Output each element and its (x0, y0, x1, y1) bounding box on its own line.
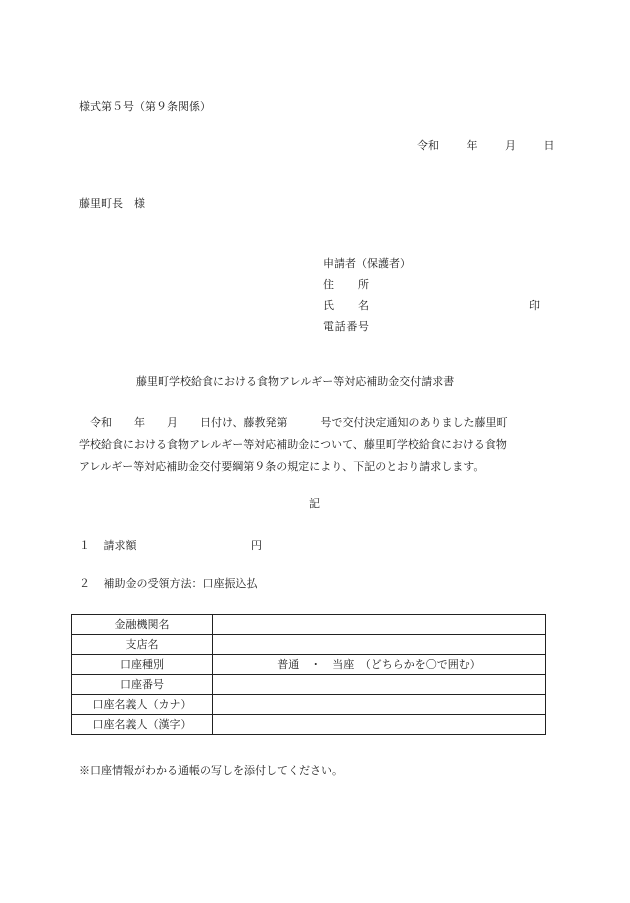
ki-heading: 記 (309, 497, 320, 510)
holder-kanji-label: 口座名義人（漢字） (72, 715, 213, 735)
form-number: 様式第５号（第９条関係） (79, 100, 211, 113)
body-paragraph (79, 412, 557, 478)
table-row (72, 675, 546, 695)
table-row (72, 655, 546, 675)
applicant-name-row (323, 295, 540, 316)
date-era: 令和 (417, 139, 439, 152)
name-label: 氏名 (323, 299, 369, 312)
account-type-label: 口座種別 (72, 655, 213, 675)
item-1-label: 請求額 (103, 539, 137, 552)
item-1 (79, 539, 262, 553)
item-2-number: ２ (79, 577, 90, 590)
attachment-note: ※口座情報がわかる通帳の写しを添付してください。 (79, 764, 343, 777)
date-line (417, 139, 555, 153)
item-2 (79, 577, 258, 591)
addressee: 藤里町長 様 (79, 197, 145, 210)
applicant-phone-row (323, 316, 540, 337)
table-row (72, 715, 546, 735)
applicant-heading: 申請者（保護者） (323, 257, 411, 270)
phone-label: 電話番号 (323, 320, 369, 333)
account-number-field[interactable] (213, 675, 546, 695)
applicant-block (323, 253, 540, 337)
holder-kanji-field[interactable] (213, 715, 546, 735)
applicant-address-row (323, 274, 540, 295)
account-number-label: 口座番号 (72, 675, 213, 695)
table-row (72, 615, 546, 635)
table-row (72, 695, 546, 715)
document-title: 藤里町学校給食における食物アレルギー等対応補助金交付請求書 (136, 375, 455, 388)
account-type-field[interactable]: 普通 ・ 当座 （どちらかを〇で囲む） (213, 655, 546, 675)
table-row (72, 635, 546, 655)
address-label: 住所 (323, 278, 369, 291)
item-2-label: 補助金の受領方法：口座振込払 (103, 577, 258, 590)
date-day: 日 (543, 139, 555, 152)
bank-account-table (71, 614, 546, 735)
holder-kana-label: 口座名義人（カナ） (72, 695, 213, 715)
bank-name-field[interactable] (213, 615, 546, 635)
body-line: アレルギー等対応補助金交付要綱第９条の規定により、下記のとおり請求します。 (79, 460, 485, 473)
body-line: 学校給食における食物アレルギー等対応補助金について、藤里町学校給食における食物 (79, 438, 507, 451)
body-line: 令和 年 月 日付け、藤教発第 号で交付決定通知のありました藤里町 (90, 416, 508, 429)
branch-name-field[interactable] (213, 635, 546, 655)
item-1-unit: 円 (251, 539, 262, 552)
bank-name-label: 金融機関名 (72, 615, 213, 635)
item-1-number: １ (79, 539, 90, 552)
date-month: 月 (505, 139, 516, 152)
holder-kana-field[interactable] (213, 695, 546, 715)
branch-name-label: 支店名 (72, 635, 213, 655)
seal-mark: 印 (529, 299, 540, 312)
date-year: 年 (466, 139, 478, 152)
